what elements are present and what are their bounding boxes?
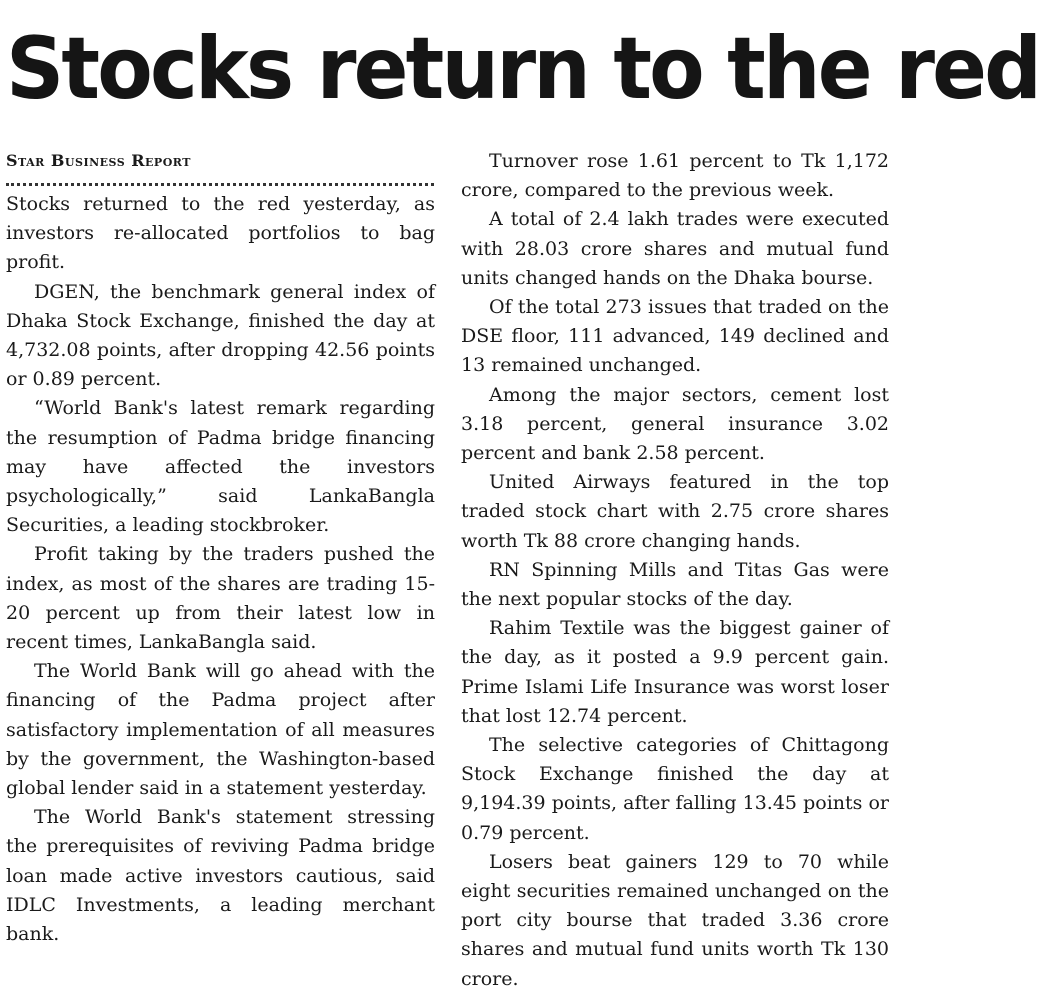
paragraph: Of the total 273 issues that traded on the DSE floor, 111 advanced, 149 declined and 13 remained unchanged. bbox=[461, 296, 889, 377]
article-column-right bbox=[461, 147, 889, 994]
paragraph: Stocks returned to the red yesterday, as investors re-allocated portfolios to bag profit. bbox=[6, 193, 435, 274]
paragraph: A total of 2.4 lakh trades were executed with 28.03 crore shares and mutual fund units changed hands on the Dhaka bourse. bbox=[461, 208, 889, 289]
paragraph: United Airways featured in the top traded stock chart with 2.75 crore shares worth Tk 88 crore changing hands. bbox=[461, 471, 889, 552]
paragraph: The World Bank will go ahead with the financing of the Padma project after satisfactory implementation of all measures by the government, the Washington-based global lender said in a statement yesterday. bbox=[6, 660, 435, 800]
paragraph: Among the major sectors, cement lost 3.18 percent, general insurance 3.02 percent and bank 2.58 percent. bbox=[461, 383, 889, 465]
paragraph: “World Bank's latest remark regarding the resumption of Padma bridge financing may have affected the investors psychologically,” said LankaBangla Securities, a leading stockbroker. bbox=[6, 397, 435, 537]
paragraph: DGEN, the benchmark general index of Dhaka Stock Exchange, finished the day at 4,732.08 points, after dropping 42.56 points or 0.89 percent. bbox=[6, 280, 435, 391]
paragraph: Rahim Textile was the biggest gainer of the day, as it posted a 9.9 percent gain. Prime Islami Life Insurance was worst loser that lost 12.74 percent. bbox=[461, 617, 889, 727]
paragraph: Profit taking by the traders pushed the index, as most of the shares are trading 15-20 percent up from their latest low in recent times, LankaBangla said. bbox=[6, 543, 435, 654]
byline: Star Business Report bbox=[6, 151, 191, 170]
paragraph: RN Spinning Mills and Titas Gas were the next popular stocks of the day. bbox=[461, 558, 889, 611]
byline-divider bbox=[6, 183, 434, 186]
paragraph: Losers beat gainers 129 to 70 while eight securities remained unchanged on the port city bourse that traded 3.36 crore shares and mutual fund units worth Tk 130 crore. bbox=[461, 850, 889, 990]
paragraph: Turnover rose 1.61 percent to Tk 1,172 crore, compared to the previous week. bbox=[461, 150, 889, 202]
headline: Stocks return to the red bbox=[6, 19, 1039, 119]
article-column-left bbox=[6, 147, 435, 949]
paragraph: The World Bank's statement stressing the prerequisites of reviving Padma bridge loan made active investors cautious, said IDLC Investments, a leading merchant bank. bbox=[6, 806, 435, 946]
paragraph: The selective categories of Chittagong Stock Exchange finished the day at 9,194.39 points, after falling 13.45 points or 0.79 percent. bbox=[461, 734, 889, 844]
